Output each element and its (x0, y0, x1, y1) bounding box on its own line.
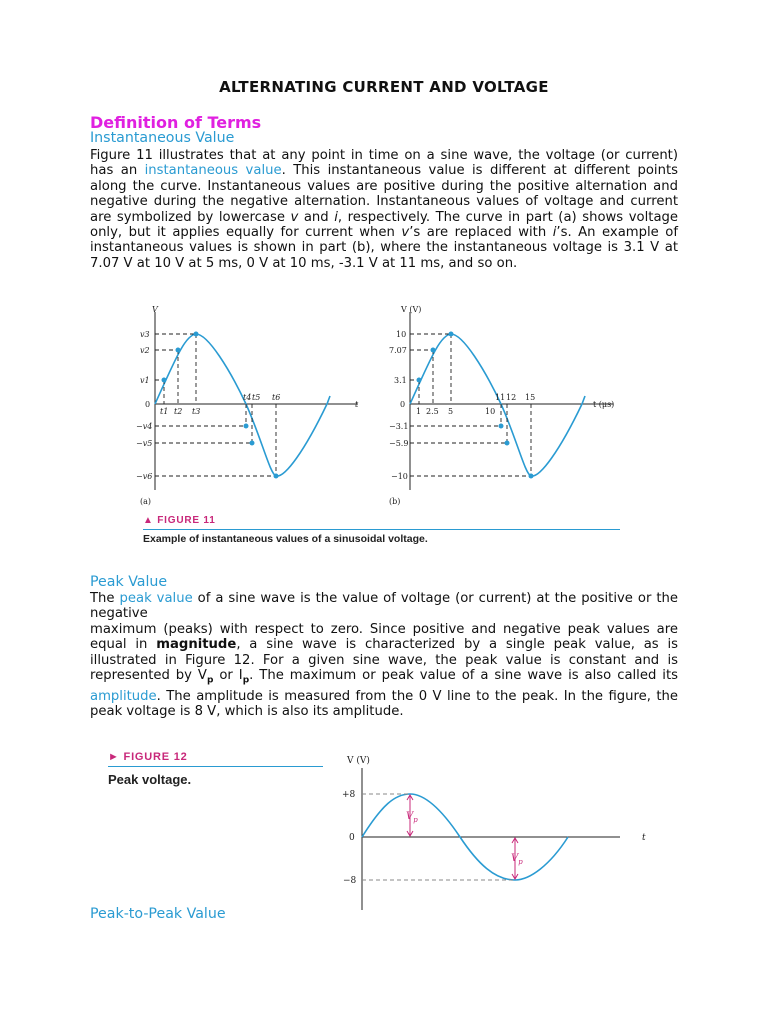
fig12-vp-lower: $V_p$ (511, 853, 523, 866)
fig11a-xlabel: t (355, 400, 359, 409)
fig11b-ytick: −3.1 (389, 422, 409, 431)
fig11b-ytick: 10 (396, 330, 407, 339)
figure-12-rule (108, 766, 323, 767)
fig11b-ylabel: V (V) (401, 305, 422, 314)
section-heading: Definition of Terms (90, 113, 262, 132)
peak-paragraph: The peak value of a sine wave is the value of voltage (or current) at the positive or the negative maximum (peaks) with respect to zero. Since positive and negative peak values are equal in magnitude, a sine wave is characterized by a single peak value, as is illustrated in Figure 12. For a given sine wave, the peak value is constant and is represented by $V_p$ or $I_p$. The maximum or peak value of a sine wave is also called its amplitude. The amplitude is measured from the 0 V line to the peak. In the figure, the peak voltage is 8 V, which is also its amplitude. (90, 591, 678, 720)
peak-heading: Peak Value (90, 574, 168, 590)
fig11a-ytick: −v6 (136, 472, 153, 481)
fig11a-ytick: −v5 (136, 439, 153, 448)
fig11a-ytick: v2 (140, 346, 150, 355)
instantaneous-paragraph: Figure 11 illustrates that at any point in time on a sine wave, the voltage (or current) has an instantaneous value. This instantaneous value is different at different points along the curve. Instantaneous values are positive during the positive alternation and negative during the negative alternation. Instantaneous values of voltage and current are symbolized by lowercase v and i, respectively. The curve in part (a) shows voltage only, but it applies equally for current when v’s are replaced with i’s. An example of instantaneous values is shown in part (b), where the instantaneous voltage is 3.1 V at 7.07 V at 10 V at 5 ms, 0 V at 10 ms, -3.1 V at 11 ms, and so on. (90, 148, 679, 271)
figure-11-caption: Example of instantaneous values of a sinusoidal voltage. (143, 533, 428, 545)
fig11b-xtick: 1 (416, 407, 422, 416)
fig12-ytick: −8 (343, 876, 357, 886)
fig11a-xtick: t5 (252, 393, 261, 402)
instantaneous-heading: Instantaneous Value (90, 130, 235, 146)
fig11b-xtick: 12 (506, 393, 517, 402)
fig11a-xtick: t1 (160, 407, 169, 416)
fig11a-ylabel: V (152, 305, 158, 314)
fig12-xlabel: t (642, 833, 646, 843)
fig11b-xtick: 11 (495, 393, 506, 402)
fig11b-xtick: 5 (448, 407, 454, 416)
fig12-ytick: 0 (349, 833, 355, 843)
fig11b-xtick: 15 (525, 393, 536, 402)
fig11b-ytick: 3.1 (394, 376, 407, 385)
fig11b-ytick: −10 (391, 472, 408, 481)
figure-11-label: ▲ FIGURE 11 (143, 515, 216, 526)
figure-11-graphs (130, 300, 630, 510)
figure-11-rule (143, 529, 620, 530)
fig12-ytick: +8 (342, 790, 356, 800)
figure-12-label: ► FIGURE 12 (108, 751, 188, 763)
fig11a-ytick: −v4 (136, 422, 153, 431)
fig12-vp-upper: $V_p$ (406, 811, 418, 824)
fig11a-xtick: t6 (272, 393, 281, 402)
fig11b-part: (b) (389, 497, 401, 506)
fig11a-ytick: v1 (140, 376, 150, 385)
fig11a-xtick: t4 (243, 393, 252, 402)
figure-12-caption: Peak voltage. (108, 772, 192, 787)
fig11b-xtick: 2.5 (426, 407, 439, 416)
fig11b-ytick: −5.9 (389, 439, 409, 448)
peak-to-peak-heading: Peak-to-Peak Value (90, 906, 226, 922)
figure-11b (389, 305, 614, 506)
page-title: ALTERNATING CURRENT AND VOLTAGE (219, 78, 549, 96)
fig11b-xtick: 10 (485, 407, 496, 416)
fig11a-ytick: v3 (140, 330, 150, 339)
fig11a-xtick: t3 (192, 407, 201, 416)
fig11a-zero: 0 (145, 400, 151, 409)
fig11b-ytick: 7.07 (389, 346, 407, 355)
fig12-ylabel: V (V) (347, 756, 370, 766)
figure-12-graph (330, 750, 660, 910)
fig11a-xtick: t2 (174, 407, 183, 416)
fig11a-part: (a) (140, 497, 152, 506)
fig11b-xlabel: t (μs) (593, 400, 615, 409)
fig11b-zero: 0 (400, 400, 406, 409)
